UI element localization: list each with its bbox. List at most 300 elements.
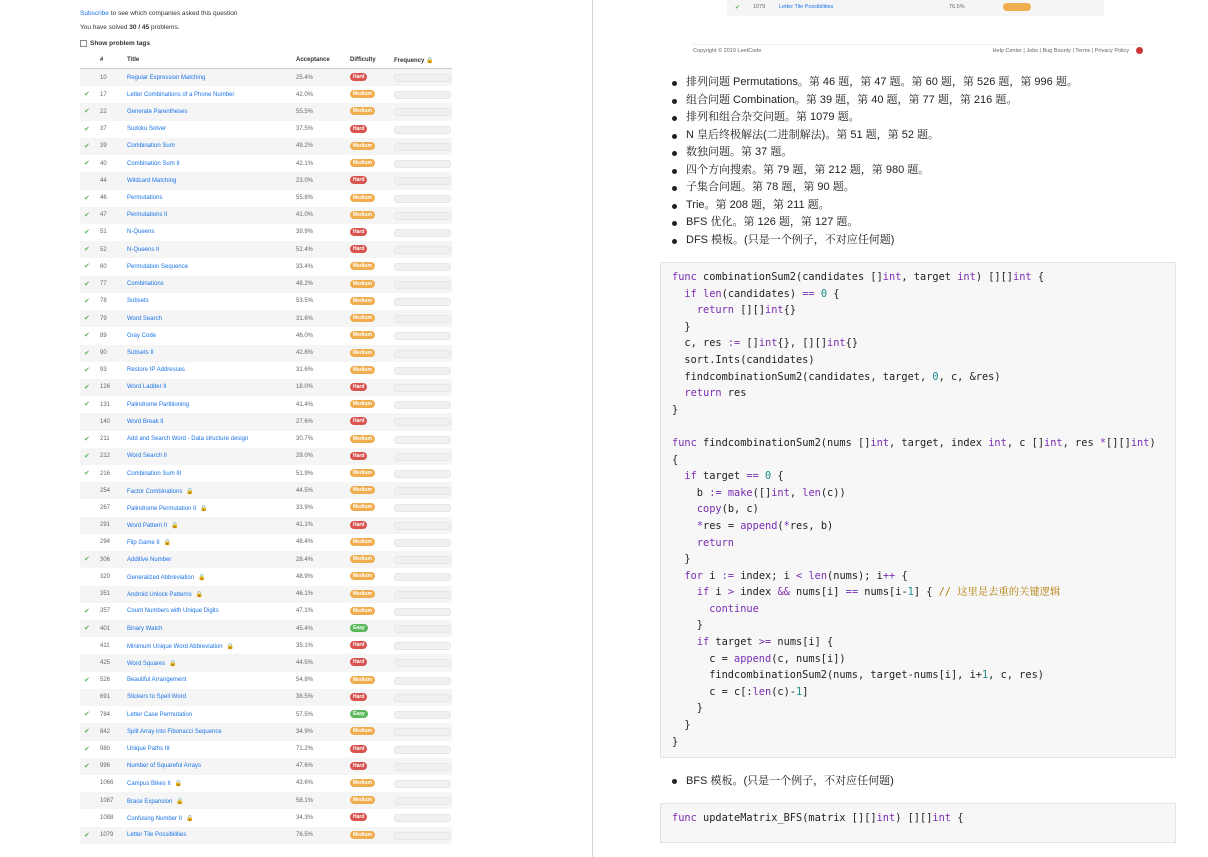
problem-title-link[interactable] xyxy=(127,178,176,184)
solved-check-icon: ✔ xyxy=(84,349,90,357)
problem-id: 216 xyxy=(100,470,111,477)
acceptance-rate: 44.5% xyxy=(296,487,314,494)
frequency-bar xyxy=(394,659,451,667)
solved-check-icon: ✔ xyxy=(84,160,90,168)
acceptance-rate: 33.9% xyxy=(296,504,314,511)
problem-id: 842 xyxy=(100,728,111,735)
difficulty-badge: Hard xyxy=(350,693,367,701)
table-row[interactable] xyxy=(80,224,452,241)
acceptance-rate: 27.6% xyxy=(296,418,314,425)
problem-title[interactable]: Palindrome Permutation II xyxy=(127,505,197,512)
frequency-bar xyxy=(394,298,451,306)
problem-title[interactable]: Android Unlock Patterns xyxy=(127,592,192,599)
problem-title[interactable]: Word Ladder II xyxy=(127,384,167,391)
problem-id: 140 xyxy=(100,418,111,425)
acceptance-rate: 49.2% xyxy=(296,143,314,150)
difficulty-badge: Hard xyxy=(350,383,367,391)
problem-title-link[interactable] xyxy=(127,780,182,787)
problem-title[interactable]: Stickers to Spell Word xyxy=(127,694,186,701)
problem-title[interactable]: Word Search II xyxy=(127,453,167,460)
code-block-bfs xyxy=(660,803,1176,843)
problem-id: 996 xyxy=(100,763,111,770)
topic-bullet: 子集合问题。第 78 题，第 90 题。 xyxy=(670,179,1078,197)
difficulty-badge: Hard xyxy=(350,228,367,236)
problem-title[interactable]: Regular Expression Matching xyxy=(127,74,206,81)
table-row[interactable] xyxy=(80,620,452,637)
problem-title-link[interactable] xyxy=(127,316,162,322)
table-row[interactable] xyxy=(80,517,452,534)
acceptance-rate: 39.9% xyxy=(296,229,314,236)
problem-title-link[interactable] xyxy=(127,126,166,132)
problem-title[interactable]: Generate Parentheses xyxy=(127,108,188,115)
table-row[interactable] xyxy=(80,654,452,671)
problem-title-link[interactable] xyxy=(127,798,184,805)
header-difficulty[interactable]: Difficulty xyxy=(350,57,376,63)
problem-title-link[interactable] xyxy=(127,522,179,529)
problem-id: 52 xyxy=(100,246,107,253)
acceptance-rate: 28.4% xyxy=(296,556,314,563)
table-row[interactable] xyxy=(80,741,452,758)
problem-title-link[interactable] xyxy=(127,694,186,700)
solved-check-icon: ✔ xyxy=(84,435,90,443)
frequency-bar xyxy=(394,401,451,409)
problem-title-link[interactable] xyxy=(127,712,192,718)
problem-title[interactable]: Word Break II xyxy=(127,418,164,425)
frequency-bar xyxy=(394,315,451,323)
problem-title[interactable]: Add and Search Word - Data structure design xyxy=(127,436,249,443)
acceptance-rate: 30.7% xyxy=(296,436,314,443)
table-row[interactable] xyxy=(80,413,452,430)
frequency-bar xyxy=(394,539,451,547)
problem-title-link[interactable] xyxy=(127,453,167,459)
problem-title-link[interactable] xyxy=(127,247,159,253)
problem-title[interactable]: Combination Sum xyxy=(127,143,175,150)
topic-bullet: N 皇后终极解法(二进制解法)。第 51 题，第 52 题。 xyxy=(670,127,1078,145)
show-tags-toggle[interactable] xyxy=(80,40,150,47)
solved-check-icon: ✔ xyxy=(84,108,90,116)
difficulty-badge: Medium xyxy=(350,727,375,735)
frequency-bar xyxy=(394,625,451,633)
table-row[interactable] xyxy=(80,379,452,396)
problem-id: 357 xyxy=(100,608,111,615)
problem-title[interactable]: Brace Expansion xyxy=(127,798,173,805)
problem-title[interactable]: Confusing Number II xyxy=(127,815,183,822)
frequency-bar xyxy=(394,436,451,444)
solved-check-icon: ✔ xyxy=(84,676,90,684)
frequency-bar xyxy=(394,711,451,719)
acceptance-rate: 42.0% xyxy=(296,91,314,98)
problem-title[interactable]: Campus Bikes II xyxy=(127,781,171,788)
problem-title-link[interactable] xyxy=(127,591,203,598)
problem-title-link[interactable] xyxy=(127,402,189,408)
problem-title[interactable]: Restore IP Addresses xyxy=(127,367,185,374)
problem-title-link[interactable] xyxy=(127,143,175,149)
problem-title[interactable]: Wildcard Matching xyxy=(127,177,177,184)
difficulty-badge: Medium xyxy=(350,107,375,115)
difficulty-badge: Medium xyxy=(350,796,375,804)
solved-check-icon: ✔ xyxy=(84,125,90,133)
solved-check-icon: ✔ xyxy=(84,91,90,99)
problem-title[interactable]: Split Array into Fibonacci Sequence xyxy=(127,728,222,735)
acceptance-rate: 23.0% xyxy=(296,177,314,184)
frequency-bar xyxy=(394,229,451,237)
problem-title-link[interactable] xyxy=(127,815,194,822)
problem-id: 411 xyxy=(100,642,110,649)
lock-icon: 🔒 xyxy=(186,815,194,822)
problem-title[interactable]: N-Queens II xyxy=(127,246,160,253)
acceptance-rate: 48.2% xyxy=(296,281,314,288)
acceptance-rate: 47.6% xyxy=(296,763,314,770)
table-row[interactable] xyxy=(80,689,452,706)
problem-title-link[interactable] xyxy=(127,264,188,270)
frequency-bar xyxy=(394,367,451,375)
problem-title[interactable]: Count Numbers with Unique Digits xyxy=(127,608,219,615)
problem-title-link[interactable] xyxy=(127,539,171,546)
lock-icon: 🔒 xyxy=(226,643,235,650)
table-row[interactable] xyxy=(80,706,452,723)
problem-id: 10 xyxy=(100,74,107,81)
problem-id: 691 xyxy=(100,694,111,701)
problem-title-link[interactable] xyxy=(127,367,185,373)
table-row[interactable] xyxy=(80,345,452,362)
solved-check-icon: ✔ xyxy=(84,297,90,305)
problem-title[interactable]: Binary Watch xyxy=(127,625,163,632)
solved-check-icon: ✔ xyxy=(84,711,90,719)
acceptance-rate: 44.5% xyxy=(296,659,314,666)
table-row[interactable] xyxy=(80,207,452,224)
leetcode-footer xyxy=(693,44,1143,60)
table-row[interactable] xyxy=(80,827,452,844)
difficulty-badge: Hard xyxy=(350,658,367,666)
problem-title-link[interactable] xyxy=(127,109,187,115)
problem-id: 22 xyxy=(100,108,107,115)
problem-id: 291 xyxy=(100,522,111,529)
table-row[interactable] xyxy=(80,155,452,172)
table-row[interactable] xyxy=(80,103,452,120)
frequency-bar xyxy=(394,573,451,581)
lock-icon: 🔒 xyxy=(198,574,206,581)
acceptance-rate: 48.9% xyxy=(296,573,314,580)
difficulty-badge: Easy xyxy=(350,624,368,632)
table-row[interactable] xyxy=(80,758,452,775)
problem-title[interactable]: Combination Sum III xyxy=(127,470,182,477)
header-id[interactable]: # xyxy=(100,57,104,63)
solved-check-icon: ✔ xyxy=(84,263,90,271)
problem-id: 1066 xyxy=(100,780,114,787)
problem-title-link[interactable] xyxy=(127,471,181,477)
header-acceptance[interactable]: Acceptance xyxy=(296,57,330,63)
table-row[interactable] xyxy=(80,568,452,585)
solved-summary xyxy=(80,24,180,31)
problem-title[interactable]: Combinations xyxy=(127,281,164,288)
lock-icon: 🔒 xyxy=(200,505,208,512)
difficulty-badge: Hard xyxy=(350,125,367,133)
table-row[interactable] xyxy=(80,448,452,465)
solved-check-icon: ✔ xyxy=(84,831,90,839)
problem-title-link[interactable] xyxy=(127,161,180,167)
problem-title[interactable]: Gray Code xyxy=(127,332,157,339)
problem-title[interactable]: Subsets xyxy=(127,298,149,305)
acceptance-rate: 31.6% xyxy=(296,315,314,322)
table-row[interactable] xyxy=(80,138,452,155)
frequency-bar xyxy=(394,642,451,650)
frequency-bar xyxy=(394,350,451,358)
frequency-bar xyxy=(394,763,451,771)
difficulty-badge: Medium xyxy=(350,572,375,580)
acceptance-rate: 46.1% xyxy=(296,591,314,598)
us-flag-icon[interactable] xyxy=(1136,47,1143,54)
acceptance-rate: 31.6% xyxy=(296,367,314,374)
problem-title-link[interactable] xyxy=(127,436,248,442)
frequency-bar xyxy=(394,677,451,685)
problem-title[interactable]: Number of Squareful Arrays xyxy=(127,763,202,770)
frequency-bar xyxy=(394,246,451,254)
frequency-bar xyxy=(394,694,451,702)
problem-title-link[interactable] xyxy=(127,384,167,390)
row-title-link[interactable]: Letter Tile Possibilities xyxy=(779,4,834,10)
topic-bullet: 排列问题 Permutations。第 46 题，第 47 题。第 60 题，第 526 题，第 996 题。 xyxy=(670,74,1078,92)
table-row[interactable] xyxy=(80,327,452,344)
lock-icon: 🔒 xyxy=(169,660,177,667)
acceptance-rate: 25.4% xyxy=(296,74,314,81)
problem-title-link[interactable] xyxy=(127,626,162,632)
difficulty-badge: Medium xyxy=(350,262,375,270)
problem-title[interactable]: Combination Sum II xyxy=(127,160,180,167)
acceptance-rate: 37.5% xyxy=(296,126,314,133)
difficulty-badge: Medium xyxy=(350,779,375,787)
problem-id: 89 xyxy=(100,332,107,339)
topic-bullet: DFS 模板。(只是一个例子，不对应任何题) xyxy=(670,232,1078,250)
problem-id: 212 xyxy=(100,453,111,460)
frequency-bar xyxy=(394,263,451,271)
row-acceptance: 76.5% xyxy=(949,4,965,10)
difficulty-badge: Medium xyxy=(350,314,375,322)
difficulty-badge: Hard xyxy=(350,813,367,821)
problem-title-link[interactable] xyxy=(127,229,154,235)
table-row[interactable] xyxy=(80,396,452,413)
problem-title[interactable]: Flip Game II xyxy=(127,540,160,547)
solved-check-icon: ✔ xyxy=(84,401,90,409)
subscribe-line xyxy=(80,10,238,17)
table-row[interactable] xyxy=(80,809,452,826)
difficulty-badge: Medium xyxy=(350,159,375,167)
acceptance-rate: 41.4% xyxy=(296,401,314,408)
problem-title-link[interactable] xyxy=(127,746,170,752)
problem-title-link[interactable] xyxy=(127,350,154,356)
table-row[interactable] xyxy=(80,792,452,809)
frequency-bar xyxy=(394,91,451,99)
problem-title-link[interactable] xyxy=(127,298,149,304)
problem-id: 425 xyxy=(100,659,111,666)
problem-title-link[interactable] xyxy=(127,557,171,563)
table-row[interactable] xyxy=(80,241,452,258)
problem-title-link[interactable] xyxy=(127,212,167,218)
difficulty-badge: Medium xyxy=(350,400,375,408)
table-row[interactable] xyxy=(80,586,452,603)
acceptance-rate: 42.8% xyxy=(296,350,314,356)
difficulty-badge: Medium xyxy=(350,211,375,219)
table-row[interactable] xyxy=(80,258,452,275)
problem-title-link[interactable] xyxy=(127,92,234,98)
frequency-bar xyxy=(394,418,451,426)
problem-title-link[interactable] xyxy=(127,75,205,81)
difficulty-badge: Medium xyxy=(350,435,375,443)
problem-title[interactable]: Palindrome Partitioning xyxy=(127,401,190,408)
problem-title-link[interactable] xyxy=(127,488,194,495)
problem-title[interactable]: Letter Tile Possibilities xyxy=(127,832,187,839)
header-title[interactable]: Title xyxy=(127,57,140,63)
acceptance-rate: 58.1% xyxy=(296,797,314,804)
problem-id: 254 xyxy=(100,487,111,494)
solved-check-icon: ✔ xyxy=(84,452,90,460)
solved-check-icon: ✔ xyxy=(84,228,90,236)
problem-title[interactable]: Word Pattern II xyxy=(127,523,168,530)
table-row[interactable] xyxy=(80,310,452,327)
code-dfs-template: func combinationSum2(candidates []int, target int) [][]int { if len(candidates) == 0 { return [][]int{} } c, res := []int{}, [][]int{} sort.Ints(candidates) findcombinationSum2(candidates, target, 0, c, &res) return res } func findcombinationSum2(nums []int, target, index int, c []int, res *[][]int) { if target == 0 { b := make([]int, len(c)) copy(b, c) *res = append(*res, b) return } for i := index; i < len(nums); i++ { if i > index && nums[i] == nums[i-1] { // 这里是去重的关键逻辑 continue } if target >= nums[i] { c = append(c, nums[i]) findcombinationSum2(nums, target-nums[i], i+1, c, res) c = c[:len(c)-1] } } } xyxy=(672,271,1156,748)
solved-check-icon: ✔ xyxy=(84,246,90,254)
acceptance-rate: 55.5% xyxy=(296,108,314,115)
table-row[interactable] xyxy=(80,534,452,551)
acceptance-rate: 47.1% xyxy=(296,608,314,615)
problem-id: 93 xyxy=(100,367,107,374)
problem-title[interactable]: Generalized Abbreviation xyxy=(127,574,195,581)
problem-id: 44 xyxy=(100,177,107,184)
acceptance-rate: 55.8% xyxy=(296,195,314,202)
problem-title[interactable]: Letter Case Permutation xyxy=(127,711,193,718)
topic-bullet: 组合问题 Combination。第 39 题，第 40 题，第 77 题，第 216 题。 xyxy=(670,92,1078,110)
frequency-bar xyxy=(394,591,451,599)
topic-bullet: 排列和组合杂交问题。第 1079 题。 xyxy=(670,109,1078,127)
show-tags-checkbox[interactable] xyxy=(80,40,87,47)
frequency-bar xyxy=(394,212,451,220)
table-row[interactable] xyxy=(80,723,452,740)
problem-title[interactable]: N-Queens xyxy=(127,229,155,236)
acceptance-rate: 35.1% xyxy=(296,642,314,649)
frequency-bar xyxy=(394,384,451,392)
solved-check-icon: ✔ xyxy=(84,556,90,564)
difficulty-badge: Medium xyxy=(350,331,375,339)
problem-title[interactable]: Word Squares xyxy=(127,660,166,667)
problem-title[interactable]: Permutations xyxy=(127,195,163,202)
problem-title[interactable]: Unique Paths III xyxy=(127,746,170,753)
table-row[interactable] xyxy=(80,190,452,207)
solved-check-icon: ✔ xyxy=(84,762,90,770)
table-row[interactable] xyxy=(80,69,452,86)
problem-title[interactable]: Minimum Unique Word Abbreviation xyxy=(127,643,223,650)
solved-check-icon: ✔ xyxy=(84,315,90,323)
problem-title[interactable]: Additive Number xyxy=(127,556,172,563)
table-row[interactable] xyxy=(80,637,452,654)
show-tags-label: Show problem tags xyxy=(90,40,150,47)
problem-title-link[interactable] xyxy=(127,333,156,339)
problem-title[interactable]: Factor Combinations xyxy=(127,488,183,495)
frequency-bar xyxy=(394,160,451,168)
table-row[interactable] xyxy=(80,276,452,293)
problem-title[interactable]: Letter Combinations of a Phone Number xyxy=(127,91,235,98)
difficulty-badge: Hard xyxy=(350,745,367,753)
solved-check-icon: ✔ xyxy=(84,745,90,753)
problem-id: 211 xyxy=(100,436,110,443)
frequency-bar xyxy=(394,832,451,840)
frequency-bar xyxy=(394,487,451,495)
acceptance-rate: 41.0% xyxy=(296,212,314,219)
acceptance-rate: 51.9% xyxy=(296,470,314,477)
difficulty-badge: Medium xyxy=(350,194,375,202)
acceptance-rate: 38.5% xyxy=(296,694,314,701)
table-row[interactable] xyxy=(80,499,452,516)
problem-title[interactable]: Subsets II xyxy=(127,350,154,356)
frequency-bar xyxy=(394,281,451,289)
problem-title[interactable]: Word Search xyxy=(127,315,162,322)
problem-title-link[interactable] xyxy=(127,608,219,614)
table-row[interactable] xyxy=(80,465,452,482)
acceptance-rate: 52.4% xyxy=(296,246,314,253)
header-frequency[interactable]: Frequency 🔒 xyxy=(394,58,434,64)
subscribe-text: to see which companies asked this question xyxy=(108,10,238,17)
acceptance-rate: 42.1% xyxy=(296,160,314,167)
solved-check-icon: ✔ xyxy=(84,194,90,202)
problem-title[interactable]: Beautiful Arrangement xyxy=(127,677,187,684)
problem-title-link[interactable] xyxy=(127,281,164,287)
table-row[interactable] xyxy=(80,431,452,448)
problem-title[interactable]: Permutation Sequence xyxy=(127,263,189,270)
problem-id: 60 xyxy=(100,263,107,270)
problem-title-link[interactable] xyxy=(127,574,206,581)
difficulty-badge: Medium xyxy=(350,503,375,511)
subscribe-link[interactable]: Subscribe xyxy=(80,10,109,17)
frequency-bar xyxy=(394,332,451,340)
problem-title-link[interactable] xyxy=(127,419,164,425)
problem-title[interactable]: Permutations II xyxy=(127,212,168,219)
table-row[interactable] xyxy=(80,551,452,568)
table-row[interactable] xyxy=(80,293,452,310)
problem-id: 526 xyxy=(100,677,111,684)
problem-id: 1088 xyxy=(100,814,114,821)
frequency-bar xyxy=(394,504,451,512)
problem-title-link[interactable] xyxy=(127,660,177,667)
problem-title-link[interactable] xyxy=(127,195,162,201)
row-id: 1079 xyxy=(753,4,766,10)
problem-title-link[interactable] xyxy=(127,505,208,512)
table-row[interactable] xyxy=(80,482,452,499)
problem-title[interactable]: Sudoku Solver xyxy=(127,126,167,133)
difficulty-badge: Hard xyxy=(350,521,367,529)
problem-title-link[interactable] xyxy=(127,729,222,735)
solved-check-icon: ✔ xyxy=(84,280,90,288)
problem-id: 1079 xyxy=(100,832,114,839)
problem-id: 980 xyxy=(100,746,111,753)
problem-id: 267 xyxy=(100,504,111,511)
table-row[interactable] xyxy=(80,603,452,620)
problem-id: 351 xyxy=(100,591,111,598)
problem-title-link[interactable] xyxy=(127,763,201,769)
table-row[interactable] xyxy=(80,172,452,189)
table-row[interactable] xyxy=(80,362,452,379)
problem-id: 401 xyxy=(100,625,111,632)
frequency-bar xyxy=(394,108,451,116)
problem-title-link[interactable] xyxy=(127,677,186,683)
table-row[interactable] xyxy=(80,672,452,689)
lock-icon: 🔒 xyxy=(163,540,172,547)
solved-check-icon: ✔ xyxy=(84,142,90,150)
problem-id: 90 xyxy=(100,350,107,356)
problem-title-link[interactable] xyxy=(127,643,234,650)
table-row[interactable] xyxy=(80,121,452,138)
footer-links[interactable]: Help Center | Jobs | Bug Bounty | Terms | Privacy Policy xyxy=(992,48,1129,54)
table-row[interactable] xyxy=(80,775,452,792)
problem-title-link[interactable] xyxy=(127,832,186,838)
table-row[interactable] xyxy=(80,86,452,103)
